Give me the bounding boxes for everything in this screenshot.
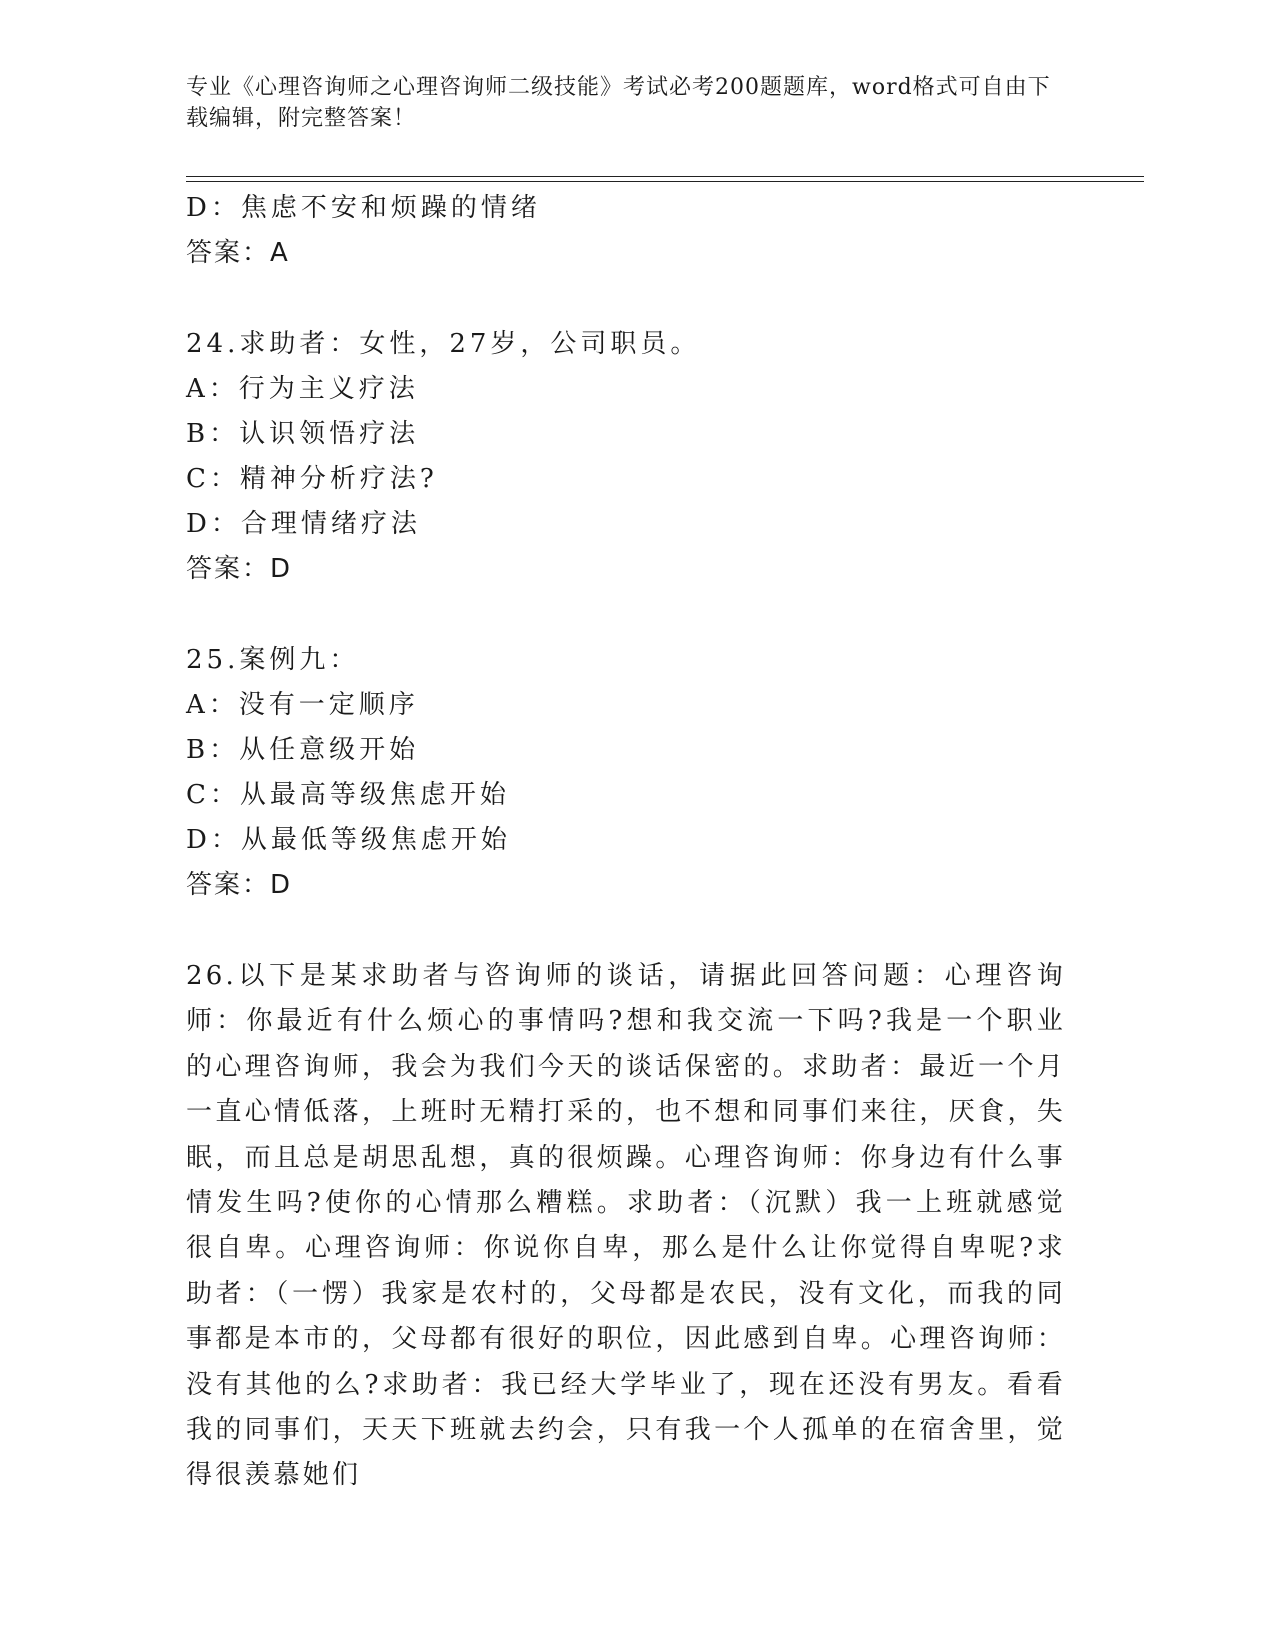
q25-question: 25.案例九： bbox=[186, 645, 360, 675]
q24-option-b: B：认识领悟疗法 bbox=[186, 419, 420, 449]
spacer bbox=[186, 276, 1066, 322]
q25-option-b: B：从任意级开始 bbox=[186, 735, 420, 765]
document-body bbox=[186, 186, 1066, 1499]
q25-option-c: C：从最高等级焦虑开始 bbox=[186, 780, 510, 810]
q24-option-d: D：合理情绪疗法 bbox=[186, 509, 421, 539]
spacer bbox=[186, 592, 1066, 638]
q23-answer: 答案：A bbox=[186, 238, 290, 268]
header-divider-bottom bbox=[186, 181, 1144, 182]
q25-option-a: A：没有一定顺序 bbox=[186, 690, 419, 720]
document-header: 专业《心理咨询师之心理咨询师二级技能》考试必考200题题库，word格式可自由下载编辑，附完整答案！ bbox=[186, 75, 1051, 131]
q24-option-a: A：行为主义疗法 bbox=[186, 374, 419, 404]
q26-paragraph: 26.以下是某求助者与咨询师的谈话，请据此回答问题：心理咨询师：你最近有什么烦心的事情吗?想和我交流一下吗?我是一个职业的心理咨询师，我会为我们今天的谈话保密的。求助者：最近一个月一直心情低落，上班时无精打采的，也不想和同事们来往，厌食，失眠，而且总是胡思乱想，真的很烦躁。心理咨询师：你身边有什么事情发生吗?使你的心情那么糟糕。求助者：（沉默）我一上班就感觉很自卑。心理咨询师：你说你自卑，那么是什么让你觉得自卑呢?求助者：（一愣）我家是农村的，父母都是农民，没有文化，而我的同事都是本市的，父母都有很好的职位，因此感到自卑。心理咨询师：没有其他的么?求助者：我已经大学毕业了，现在还没有男友。看看我的同事们，天天下班就去约会，只有我一个人孤单的在宿舍里，觉得很羡慕她们 bbox=[186, 961, 1066, 1491]
q24-question: 24.求助者：女性，27岁，公司职员。 bbox=[186, 329, 701, 359]
q25-option-d: D：从最低等级焦虑开始 bbox=[186, 825, 511, 855]
header-divider-top bbox=[186, 176, 1144, 177]
q23-option-d: D：焦虑不安和烦躁的情绪 bbox=[186, 193, 541, 223]
q24-option-c: C：精神分析疗法? bbox=[186, 464, 438, 494]
q25-answer: 答案：D bbox=[186, 870, 293, 900]
q24-answer: 答案：D bbox=[186, 554, 293, 584]
spacer bbox=[186, 908, 1066, 954]
